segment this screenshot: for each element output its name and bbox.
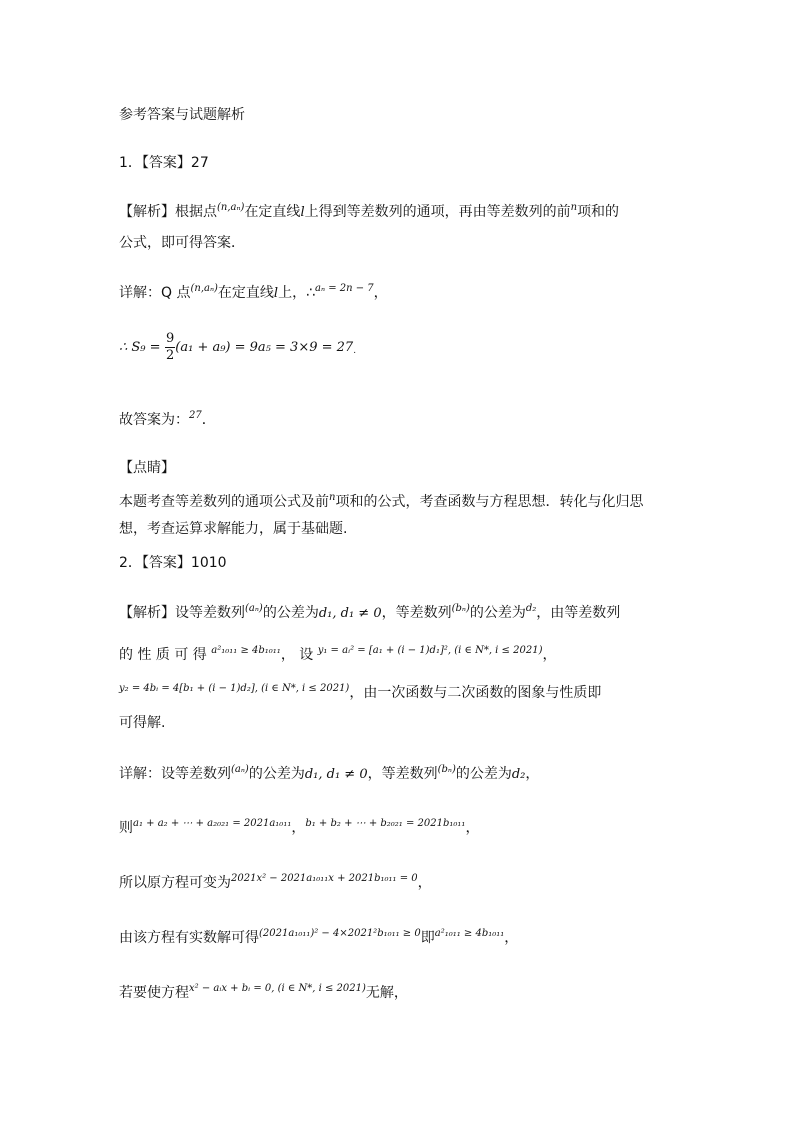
q2-detail-line4 bbox=[119, 928, 518, 948]
q2-p1-text-b: 的公差为 bbox=[262, 605, 319, 621]
q1-note-label bbox=[119, 458, 175, 478]
q1-n-var: n bbox=[570, 202, 578, 213]
title-text: 参考答案与试题解析 bbox=[119, 107, 245, 123]
q2-d1-text-e: 的公差为 bbox=[455, 766, 512, 782]
q1-detail-end: ， bbox=[373, 285, 388, 301]
q2-p4-text: 可得解. bbox=[119, 715, 166, 731]
q1-note-line1 bbox=[119, 492, 643, 512]
q1-s9-denominator: 2 bbox=[166, 347, 175, 363]
q2-p2-text-a: 的 性 质 可 得 bbox=[119, 647, 207, 663]
q2-d2-sep: ， bbox=[291, 820, 306, 836]
q1-s9-post: (a₁ + a₉) = 9a₅ = 3×9 = 27 bbox=[175, 340, 354, 355]
q2-d5-text-b: 无解， bbox=[365, 985, 408, 1001]
q1-note-text-a: 本题考查等差数列的通项公式及前 bbox=[119, 494, 329, 510]
q1-analysis-text-a: 根据点 bbox=[175, 204, 217, 220]
q2-discriminant-formula: (2021a₁₀₁₁)² − 4×2021²b₁₀₁₁ ≥ 0 bbox=[259, 928, 421, 939]
q1-analysis-text-c: 上得到等差数列的通项，再由等差数列的前 bbox=[304, 204, 571, 220]
q2-detail-line5 bbox=[119, 983, 408, 1003]
q1-result-end: ． bbox=[201, 412, 216, 428]
q1-analysis-line2-text: 公式，即可得答案． bbox=[119, 235, 245, 251]
q2-analysis-line1 bbox=[119, 603, 620, 624]
page-title bbox=[119, 105, 245, 125]
q2-d1-text-b: 的公差为 bbox=[248, 766, 305, 782]
q1-detail-text-c: 上，∴ bbox=[278, 285, 316, 301]
q1-note-text-b: 项和的公式，考查函数与方程思想．转化与化归思 bbox=[335, 494, 644, 510]
q2-equation-formula: x² − aᵢx + bᵢ = 0, (i ∈ N*, i ≤ 2021) bbox=[189, 983, 366, 994]
q1-detail-text-b: 在定直线 bbox=[217, 285, 274, 301]
q1-result-value: 27 bbox=[189, 410, 202, 421]
q1-detail-l-var: l bbox=[273, 286, 279, 301]
q1-detail-point: (n,aₙ) bbox=[190, 283, 218, 294]
q2-p1-text-e: 的公差为 bbox=[469, 605, 526, 621]
q2-d1-seq-a: (aₙ) bbox=[231, 764, 249, 775]
q2-d4-text-a: 由该方程有实数解可得 bbox=[119, 930, 259, 946]
q2-d4-text-b: 即 bbox=[420, 930, 435, 946]
q1-s9-numerator: 9 bbox=[166, 330, 175, 346]
q2-p2-text-b: ， 设 bbox=[280, 647, 314, 663]
q2-d2-text-a: 则 bbox=[119, 820, 133, 836]
q2-d4-end: ， bbox=[504, 930, 519, 946]
q1-detail-line bbox=[119, 283, 388, 304]
q2-d2-var: d₂ bbox=[525, 603, 537, 614]
q2-detail-line3 bbox=[119, 873, 432, 893]
q1-an-formula: aₙ = 2n − 7 bbox=[315, 283, 374, 294]
q1-line-var: l bbox=[300, 205, 305, 220]
q2-sum-a-formula: a₁ + a₂ + ⋯ + a₂₀₂₁ = 2021a₁₀₁₁ bbox=[133, 818, 292, 829]
q1-analysis-text-d: 项和的 bbox=[577, 204, 620, 220]
q2-d1-formula: d₁, d₁ ≠ 0 bbox=[318, 606, 382, 621]
q2-answer-text: 2．【答案】1010 bbox=[119, 555, 227, 571]
q1-s9-fraction bbox=[165, 331, 175, 364]
q2-p2-ineq: a²₁₀₁₁ ≥ 4b₁₀₁₁ bbox=[211, 645, 281, 656]
q2-d1-d-formula: d₁, d₁ ≠ 0 bbox=[304, 767, 368, 782]
q1-s9-end: . bbox=[353, 346, 357, 356]
q1-analysis-label: 【解析】 bbox=[119, 204, 175, 220]
q1-detail-text-a: 详解：Q 点 bbox=[119, 285, 191, 301]
q2-analysis-line3 bbox=[119, 683, 601, 703]
q2-sum-b-formula: b₁ + b₂ + ⋯ + b₂₀₂₁ = 2021b₁₀₁₁ bbox=[305, 818, 466, 829]
q1-result-line bbox=[119, 410, 216, 430]
q1-analysis-text-b: 在定直线 bbox=[244, 204, 301, 220]
q2-analysis-line2 bbox=[119, 645, 556, 665]
q1-point-formula: (n,aₙ) bbox=[217, 202, 245, 213]
q2-p1-text-a: 【解析】设等差数列 bbox=[119, 605, 245, 621]
q2-quadratic-formula: 2021x² − 2021a₁₀₁₁x + 2021b₁₀₁₁ = 0 bbox=[231, 873, 418, 884]
q1-note-label-text: 【点睛】 bbox=[119, 460, 175, 476]
q1-s9-pre: ∴ S₉ = bbox=[119, 340, 161, 355]
q2-y2-formula: y₂ = 4bᵢ = 4[b₁ + (i − 1)d₂], (i ∈ N*, i ≤ 2021) bbox=[119, 683, 350, 694]
q2-p3-text-b: ，由一次函数与二次函数的图象与性质即 bbox=[349, 685, 602, 701]
q2-d1-seq-b: (bₙ) bbox=[437, 764, 456, 775]
q2-p1-text-f: ，由等差数列 bbox=[536, 605, 621, 621]
q2-p1-text-c: ，等差数列 bbox=[381, 605, 452, 621]
q2-y1-formula: y₁ = aᵢ² = [a₁ + (i − 1)d₁]², (i ∈ N*, i ≤ 2021) bbox=[317, 645, 543, 656]
q1-result-label: 故答案为： bbox=[119, 412, 189, 428]
q1-answer-text: 1．【答案】27 bbox=[119, 155, 209, 171]
q2-d2-end: ， bbox=[465, 820, 480, 836]
q2-d3-text-a: 所以原方程可变为 bbox=[119, 875, 231, 891]
q2-detail-line2 bbox=[119, 818, 479, 838]
q2-d1-d2-var: d₂ bbox=[511, 767, 526, 782]
q1-analysis-line2 bbox=[119, 233, 245, 253]
q2-seq-a: (aₙ) bbox=[245, 603, 263, 614]
q2-analysis-line4 bbox=[119, 713, 165, 733]
q2-d1-text-a: 详解：设等差数列 bbox=[119, 766, 231, 782]
q1-answer bbox=[119, 153, 209, 173]
q1-analysis-line1 bbox=[119, 202, 619, 223]
q2-d3-end: ， bbox=[417, 875, 432, 891]
q2-d5-text-a: 若要使方程 bbox=[119, 985, 189, 1001]
q1-s9-line bbox=[119, 330, 356, 365]
q1-note-n-var: n bbox=[329, 492, 336, 503]
q2-p2-end: ， bbox=[542, 647, 557, 663]
q2-d1-text-c: ，等差数列 bbox=[367, 766, 438, 782]
q2-detail-line1 bbox=[119, 764, 539, 785]
q1-note-line2-text: 想，考查运算求解能力，属于基础题. bbox=[119, 521, 348, 537]
q2-ineq-formula: a²₁₀₁₁ ≥ 4b₁₀₁₁ bbox=[434, 928, 505, 939]
q1-note-line2 bbox=[119, 519, 347, 539]
q2-d1-end: ， bbox=[525, 766, 540, 782]
q2-seq-b: (bₙ) bbox=[451, 603, 470, 614]
q2-answer bbox=[119, 553, 227, 573]
